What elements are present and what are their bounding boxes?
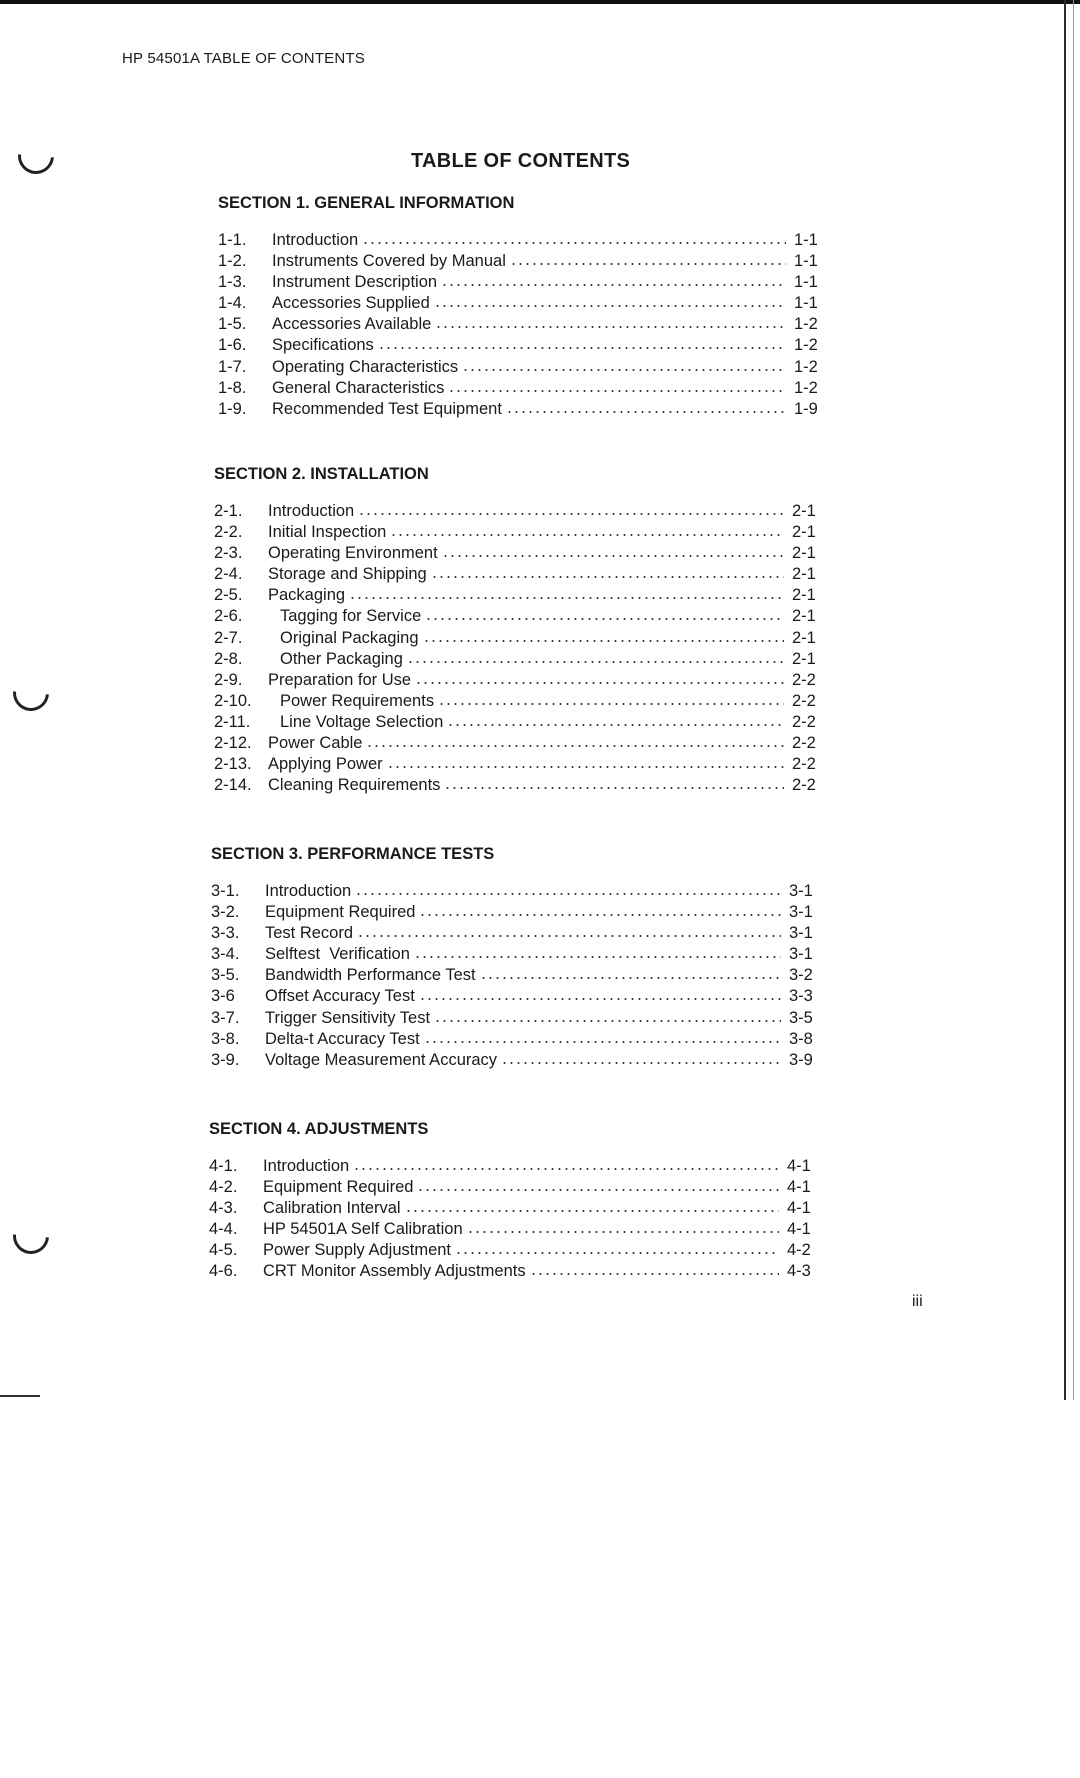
entry-label: Power Requirements — [280, 691, 435, 710]
toc-entry[interactable] — [211, 882, 823, 903]
entry-number: 3-2. — [211, 903, 240, 922]
entry-label: Other Packaging — [280, 649, 403, 668]
entry-number: 4-6. — [209, 1262, 238, 1281]
entry-label: Initial Inspection — [268, 523, 387, 542]
entry-number: 4-2. — [209, 1178, 238, 1197]
toc-entry[interactable] — [218, 358, 828, 379]
entry-page: 2-2 — [792, 691, 816, 710]
dot-leader — [417, 1188, 779, 1192]
entry-page: 4-3 — [787, 1262, 811, 1281]
dot-leader — [480, 976, 781, 980]
entry-page: 2-1 — [792, 586, 816, 605]
toc-entry[interactable] — [214, 502, 826, 523]
entry-label: Operating Environment — [268, 544, 438, 563]
dot-leader — [390, 533, 784, 537]
dot-leader — [434, 304, 786, 308]
toc-entry[interactable] — [214, 544, 826, 565]
dot-leader — [510, 262, 786, 266]
entry-label: Voltage Measurement Accuracy — [265, 1050, 498, 1069]
entry-number: 2-11. — [214, 712, 251, 731]
entry-page: 1-2 — [794, 315, 818, 334]
entry-number: 3-4. — [211, 945, 240, 964]
entry-number: 3-9. — [211, 1050, 240, 1069]
dot-leader — [362, 241, 786, 245]
page-right-edge-shadow — [1073, 0, 1074, 1400]
entry-page: 2-2 — [792, 670, 816, 689]
entry-number: 4-1. — [209, 1157, 238, 1175]
entry-page: 3-1 — [789, 903, 813, 922]
entry-number: 3-6 — [211, 987, 235, 1006]
entry-number: 4-4. — [209, 1220, 238, 1239]
section-heading: SECTION 4. ADJUSTMENTS — [209, 1120, 429, 1138]
toc-section-4 — [209, 1117, 821, 1284]
entry-page: 4-1 — [787, 1220, 811, 1239]
entry-number: 1-4. — [218, 294, 247, 313]
toc-entry[interactable] — [209, 1241, 821, 1262]
scan-artifact — [0, 1395, 40, 1397]
entry-number: 1-9. — [218, 399, 247, 418]
dot-leader — [419, 913, 781, 917]
punch-hole-icon — [6, 668, 57, 719]
dot-leader — [415, 681, 784, 685]
entry-page: 2-2 — [792, 712, 816, 731]
entry-page: 1-1 — [794, 273, 818, 292]
toc-entry[interactable] — [218, 294, 828, 315]
toc-entry[interactable] — [209, 1178, 821, 1199]
toc-entry[interactable] — [211, 924, 823, 945]
toc-entry[interactable] — [211, 987, 823, 1008]
dot-leader — [431, 575, 784, 579]
toc-entry[interactable] — [218, 273, 828, 294]
entry-page: 3-8 — [789, 1029, 813, 1048]
entry-number: 2-4. — [214, 565, 243, 584]
entry-label: Delta-t Accuracy Test — [265, 1029, 420, 1048]
dot-leader — [387, 765, 784, 769]
toc-entry[interactable] — [211, 945, 823, 966]
entry-page: 3-1 — [789, 924, 813, 943]
toc-entry[interactable] — [214, 692, 826, 713]
entry-label: CRT Monitor Assembly Adjustments — [263, 1262, 526, 1281]
dot-leader — [414, 955, 781, 959]
entry-number: 2-5. — [214, 586, 243, 605]
entry-label: Selftest Verification — [265, 945, 410, 964]
dot-leader — [357, 934, 781, 938]
entry-number: 2-3. — [214, 544, 243, 563]
entry-page: 4-2 — [787, 1241, 811, 1260]
punch-hole-icon — [11, 131, 62, 182]
entry-label: Packaging — [268, 586, 346, 605]
entry-page: 3-3 — [789, 987, 813, 1006]
entry-page: 1-1 — [794, 252, 818, 271]
toc-entry[interactable] — [214, 734, 826, 755]
entry-number: 1-1. — [218, 231, 247, 249]
toc-entry[interactable] — [214, 713, 826, 734]
toc-entry[interactable] — [209, 1199, 821, 1220]
entry-page: 3-1 — [789, 882, 813, 900]
entry-number: 3-1. — [211, 882, 240, 900]
toc-entry[interactable] — [214, 607, 826, 628]
section-heading: SECTION 1. GENERAL INFORMATION — [218, 194, 515, 212]
dot-leader — [423, 639, 785, 643]
entry-label: Calibration Interval — [263, 1199, 401, 1218]
entry-page: 1-1 — [794, 294, 818, 313]
entry-page: 2-1 — [792, 523, 816, 542]
dot-leader — [447, 723, 784, 727]
entry-number: 1-3. — [218, 273, 247, 292]
entry-page: 1-1 — [794, 231, 818, 249]
entry-number: 2-14. — [214, 776, 252, 795]
entry-label: Instruments Covered by Manual — [272, 252, 506, 271]
dot-leader — [435, 325, 786, 329]
dot-leader — [407, 660, 784, 664]
dot-leader — [434, 1019, 781, 1023]
entry-label: Introduction — [265, 882, 352, 900]
dot-leader — [455, 1251, 779, 1255]
dot-leader — [442, 554, 784, 558]
dot-leader — [405, 1209, 779, 1213]
toc-entry[interactable] — [214, 755, 826, 776]
entry-label: Original Packaging — [280, 628, 419, 647]
toc-entry[interactable] — [214, 671, 826, 692]
entry-page: 1-9 — [794, 399, 818, 418]
entry-page: 2-1 — [792, 607, 816, 626]
entry-label: Recommended Test Equipment — [272, 399, 502, 418]
entry-label: Power Supply Adjustment — [263, 1241, 452, 1260]
toc-entry[interactable] — [211, 1051, 823, 1072]
page-top-edge — [0, 0, 1080, 4]
dot-leader — [530, 1272, 779, 1276]
toc-entry[interactable] — [218, 379, 828, 400]
entry-page: 2-1 — [792, 502, 816, 520]
dot-leader — [378, 346, 786, 350]
dot-leader — [438, 702, 784, 706]
toc-entry[interactable] — [214, 523, 826, 544]
toc-entry[interactable] — [218, 336, 828, 357]
entry-page: 3-1 — [789, 945, 813, 964]
entry-number: 1-5. — [218, 315, 247, 334]
entry-label: Accessories Available — [272, 315, 432, 334]
entry-label: Cleaning Requirements — [268, 776, 441, 795]
entry-label: Offset Accuracy Test — [265, 987, 415, 1006]
entry-number: 4-3. — [209, 1199, 238, 1218]
page-number: iii — [912, 1293, 923, 1310]
toc-section-3 — [211, 842, 823, 1072]
dot-leader — [448, 389, 786, 393]
entry-number: 1-6. — [218, 336, 247, 355]
entry-label: Test Record — [265, 924, 354, 943]
dot-leader — [424, 1040, 781, 1044]
toc-entry[interactable] — [211, 966, 823, 987]
dot-leader — [425, 617, 784, 621]
page-title: TABLE OF CONTENTS — [411, 150, 631, 172]
page-right-edge — [1064, 0, 1066, 1400]
toc-entry[interactable] — [211, 1030, 823, 1051]
dot-leader — [366, 744, 784, 748]
entry-page: 2-2 — [792, 734, 816, 753]
entry-number: 2-9. — [214, 670, 243, 689]
section-heading: SECTION 2. INSTALLATION — [214, 465, 429, 483]
entry-label: Introduction — [268, 502, 355, 520]
dot-leader — [501, 1061, 781, 1065]
toc-entry[interactable] — [218, 252, 828, 273]
entry-number: 3-8. — [211, 1029, 240, 1048]
entry-page: 4-1 — [787, 1199, 811, 1218]
running-header: HP 54501A TABLE OF CONTENTS — [122, 50, 365, 67]
entry-page: 2-2 — [792, 776, 816, 795]
entry-number: 2-1. — [214, 502, 243, 520]
entry-page: 2-1 — [792, 649, 816, 668]
entry-label: Accessories Supplied — [272, 294, 430, 313]
entry-number: 4-5. — [209, 1241, 238, 1260]
entry-label: Operating Characteristics — [272, 357, 459, 376]
entry-number: 1-2. — [218, 252, 247, 271]
dot-leader — [358, 512, 784, 516]
dot-leader — [419, 997, 781, 1001]
entry-number: 3-3. — [211, 924, 240, 943]
entry-label: Bandwidth Performance Test — [265, 966, 476, 985]
entry-label: Introduction — [272, 231, 359, 249]
entry-label: Introduction — [263, 1157, 350, 1175]
entry-page: 3-9 — [789, 1050, 813, 1069]
toc-entry[interactable] — [211, 903, 823, 924]
toc-entry[interactable] — [218, 315, 828, 336]
entry-number: 3-5. — [211, 966, 240, 985]
toc-entry[interactable] — [209, 1220, 821, 1241]
entry-label: Instrument Description — [272, 273, 438, 292]
entry-number: 2-12. — [214, 734, 252, 753]
entry-number: 1-7. — [218, 357, 247, 376]
entry-label: Applying Power — [268, 755, 383, 774]
dot-leader — [355, 892, 781, 896]
toc-entry[interactable] — [218, 231, 828, 252]
entry-label: Preparation for Use — [268, 670, 412, 689]
toc-entry[interactable] — [214, 629, 826, 650]
toc-entry[interactable] — [214, 586, 826, 607]
entry-label: Specifications — [272, 336, 374, 355]
entry-page: 2-1 — [792, 628, 816, 647]
entry-page: 2-1 — [792, 565, 816, 584]
entry-label: Storage and Shipping — [268, 565, 427, 584]
dot-leader — [467, 1230, 779, 1234]
entry-page: 4-1 — [787, 1157, 811, 1175]
section-heading: SECTION 3. PERFORMANCE TESTS — [211, 845, 495, 863]
toc-section-1 — [218, 191, 828, 421]
entry-label: Equipment Required — [263, 1178, 414, 1197]
entry-number: 1-8. — [218, 378, 247, 397]
entry-page: 1-2 — [794, 336, 818, 355]
toc-entry[interactable] — [211, 1009, 823, 1030]
entry-number: 2-10. — [214, 691, 252, 710]
dot-leader — [444, 786, 784, 790]
toc-entry[interactable] — [214, 565, 826, 586]
toc-section-2 — [214, 462, 826, 797]
entry-page: 4-1 — [787, 1178, 811, 1197]
entry-label: Equipment Required — [265, 903, 416, 922]
entry-page: 1-2 — [794, 378, 818, 397]
entry-page: 1-2 — [794, 357, 818, 376]
toc-entry[interactable] — [214, 776, 826, 797]
entry-label: Line Voltage Selection — [280, 712, 444, 731]
entry-page: 2-2 — [792, 755, 816, 774]
toc-entry[interactable] — [214, 650, 826, 671]
entry-number: 2-7. — [214, 628, 243, 647]
punch-hole-icon — [6, 1211, 57, 1262]
dot-leader — [349, 596, 784, 600]
dot-leader — [353, 1167, 779, 1171]
entry-label: Power Cable — [268, 734, 363, 753]
entry-label: HP 54501A Self Calibration — [263, 1220, 463, 1239]
entry-number: 2-2. — [214, 523, 243, 542]
dot-leader — [462, 368, 786, 372]
toc-entry[interactable] — [209, 1262, 821, 1283]
entry-label: Trigger Sensitivity Test — [265, 1008, 431, 1027]
dot-leader — [506, 410, 786, 414]
entry-number: 2-6. — [214, 607, 243, 626]
entry-page: 3-5 — [789, 1008, 813, 1027]
entry-number: 2-13. — [214, 755, 252, 774]
entry-label: General Characteristics — [272, 378, 445, 397]
toc-entry[interactable] — [209, 1157, 821, 1178]
entry-number: 2-8. — [214, 649, 243, 668]
dot-leader — [441, 283, 786, 287]
entry-number: 3-7. — [211, 1008, 240, 1027]
entry-label: Tagging for Service — [280, 607, 422, 626]
entry-page: 3-2 — [789, 966, 813, 985]
toc-entry[interactable] — [218, 400, 828, 421]
entry-page: 2-1 — [792, 544, 816, 563]
